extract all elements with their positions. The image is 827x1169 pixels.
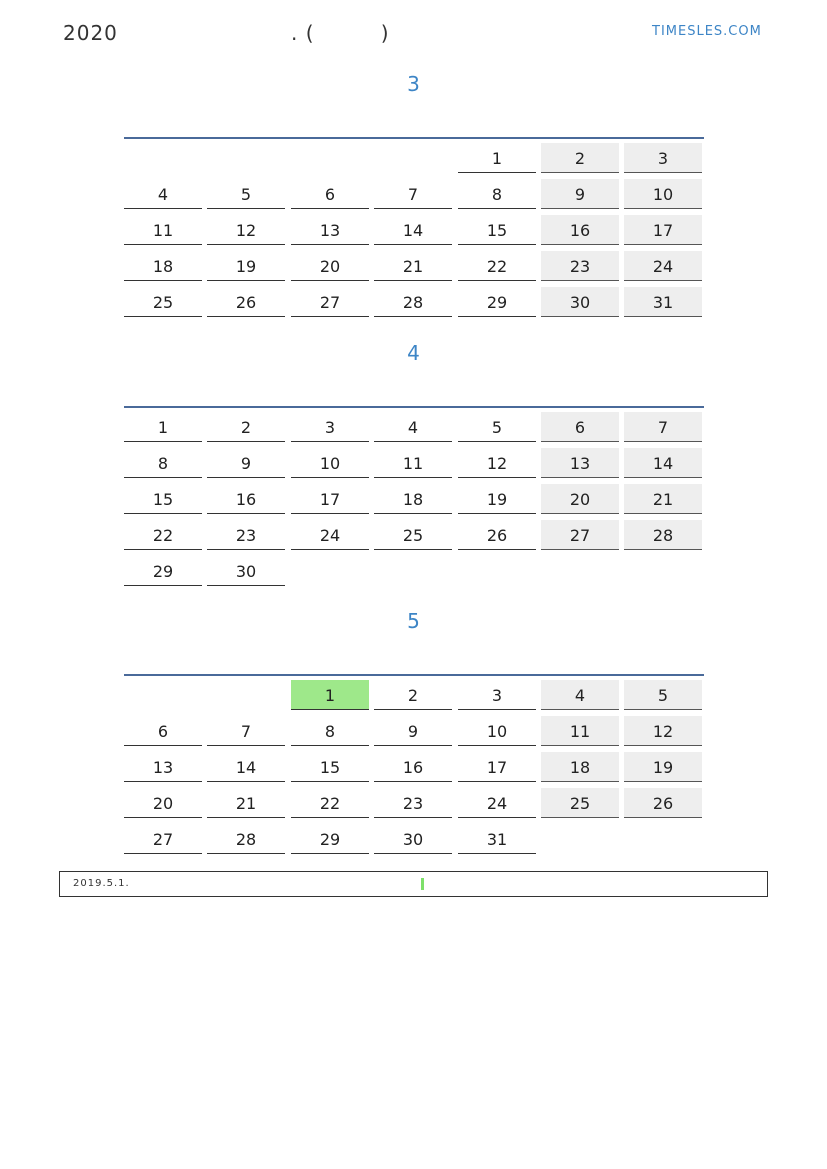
day-cell: 2	[541, 143, 619, 173]
day-cell: 12	[207, 215, 285, 245]
day-cell: 3	[458, 680, 536, 710]
month-title-may: 5	[407, 609, 420, 633]
day-cell: 8	[458, 179, 536, 209]
day-cell: 18	[541, 752, 619, 782]
note-text: 2019.5.1.	[73, 878, 130, 889]
day-cell: 10	[458, 716, 536, 746]
header-title: . ( )	[291, 21, 390, 45]
day-cell: 16	[374, 752, 452, 782]
day-cell: 25	[124, 287, 202, 317]
day-cell: 1	[458, 143, 536, 173]
day-cell: 28	[624, 520, 702, 550]
day-cell: 20	[124, 788, 202, 818]
day-cell: 7	[624, 412, 702, 442]
day-cell: 30	[541, 287, 619, 317]
day-cell: 11	[541, 716, 619, 746]
day-cell: 21	[374, 251, 452, 281]
day-cell: 29	[291, 824, 369, 854]
day-cell: 15	[124, 484, 202, 514]
day-cell: 8	[291, 716, 369, 746]
day-cell: 11	[124, 215, 202, 245]
day-cell: 1	[291, 680, 369, 710]
day-cell: 27	[291, 287, 369, 317]
day-cell: 31	[458, 824, 536, 854]
day-cell: 30	[374, 824, 452, 854]
day-cell: 29	[458, 287, 536, 317]
day-cell: 7	[374, 179, 452, 209]
day-cell: 23	[207, 520, 285, 550]
day-cell: 1	[124, 412, 202, 442]
day-cell: 28	[207, 824, 285, 854]
day-cell: 19	[624, 752, 702, 782]
day-cell: 22	[124, 520, 202, 550]
day-cell: 21	[624, 484, 702, 514]
holiday-note	[59, 871, 768, 897]
month-rule	[124, 674, 704, 676]
day-cell: 29	[124, 556, 202, 586]
day-cell: 4	[374, 412, 452, 442]
day-cell: 21	[207, 788, 285, 818]
month-rule	[124, 137, 704, 139]
day-cell: 28	[374, 287, 452, 317]
day-cell: 22	[458, 251, 536, 281]
holiday-marker	[421, 878, 424, 890]
day-cell: 22	[291, 788, 369, 818]
day-cell: 23	[374, 788, 452, 818]
day-cell: 23	[541, 251, 619, 281]
day-cell: 17	[624, 215, 702, 245]
day-cell: 3	[624, 143, 702, 173]
day-cell: 7	[207, 716, 285, 746]
day-cell: 5	[624, 680, 702, 710]
day-cell: 9	[541, 179, 619, 209]
day-cell: 13	[541, 448, 619, 478]
day-cell: 27	[541, 520, 619, 550]
day-cell: 13	[124, 752, 202, 782]
day-cell: 14	[624, 448, 702, 478]
month-title-april: 4	[407, 341, 420, 365]
day-cell: 11	[374, 448, 452, 478]
month-rule	[124, 406, 704, 408]
day-cell: 3	[291, 412, 369, 442]
day-cell: 20	[541, 484, 619, 514]
day-cell: 20	[291, 251, 369, 281]
day-cell: 26	[458, 520, 536, 550]
day-cell: 2	[374, 680, 452, 710]
page-header	[0, 0, 827, 60]
day-cell: 25	[374, 520, 452, 550]
day-cell: 9	[374, 716, 452, 746]
day-cell: 14	[207, 752, 285, 782]
day-cell: 16	[207, 484, 285, 514]
day-cell: 12	[624, 716, 702, 746]
day-cell: 27	[124, 824, 202, 854]
site-link[interactable]: TIMESLES.COM	[652, 24, 762, 39]
day-cell: 15	[291, 752, 369, 782]
day-cell: 24	[624, 251, 702, 281]
day-cell: 4	[124, 179, 202, 209]
month-title-march: 3	[407, 72, 420, 96]
day-cell: 17	[458, 752, 536, 782]
day-cell: 31	[624, 287, 702, 317]
day-cell: 18	[374, 484, 452, 514]
day-cell: 19	[458, 484, 536, 514]
day-cell: 8	[124, 448, 202, 478]
day-cell: 17	[291, 484, 369, 514]
day-cell: 4	[541, 680, 619, 710]
day-cell: 26	[207, 287, 285, 317]
header-year: 2020	[63, 21, 118, 45]
day-cell: 10	[624, 179, 702, 209]
day-cell: 19	[207, 251, 285, 281]
day-cell: 13	[291, 215, 369, 245]
day-cell: 5	[207, 179, 285, 209]
day-cell: 14	[374, 215, 452, 245]
day-cell: 10	[291, 448, 369, 478]
day-cell: 26	[624, 788, 702, 818]
day-cell: 2	[207, 412, 285, 442]
day-cell: 24	[458, 788, 536, 818]
day-cell: 18	[124, 251, 202, 281]
day-cell: 9	[207, 448, 285, 478]
day-cell: 25	[541, 788, 619, 818]
day-cell: 6	[124, 716, 202, 746]
day-cell: 16	[541, 215, 619, 245]
day-cell: 24	[291, 520, 369, 550]
day-cell: 30	[207, 556, 285, 586]
day-cell: 6	[541, 412, 619, 442]
day-cell: 15	[458, 215, 536, 245]
day-cell: 6	[291, 179, 369, 209]
day-cell: 12	[458, 448, 536, 478]
day-cell: 5	[458, 412, 536, 442]
